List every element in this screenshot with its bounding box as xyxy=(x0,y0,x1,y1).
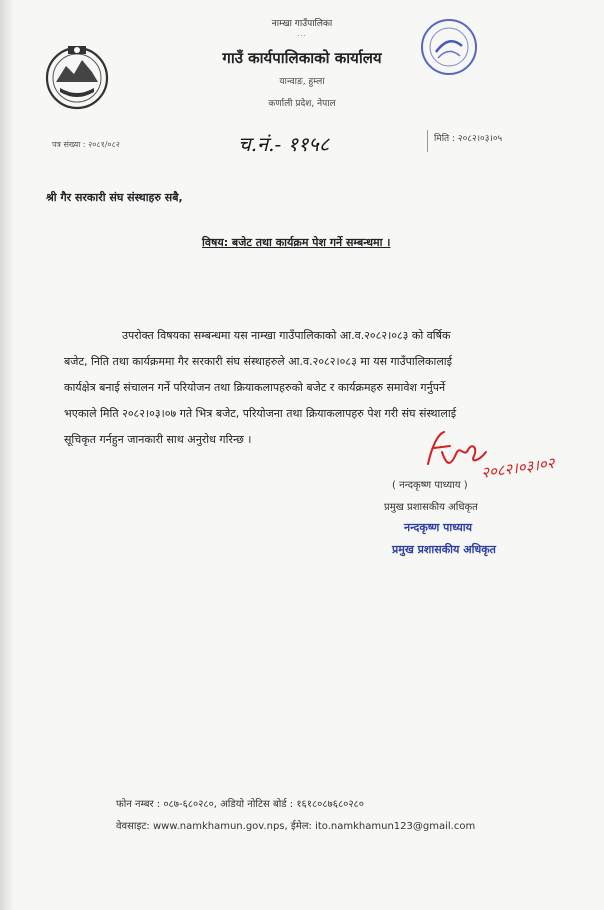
footer-web: वेवसाइट: www.namkhamun.gov.nps, ईमेल: ito.namkhamun123@gmail.com xyxy=(116,821,476,832)
body-line: भएकाले मिति २०८२।०३।०७ गते भित्र बजेट, परियोजना तथा क्रियाकलापहरु पेश गरी संघ संस्थालाई xyxy=(64,407,457,420)
address-line-2: कर्णाली प्रदेश, नेपाल xyxy=(268,99,336,109)
letter-date: मिति : २०८२।०३।०५ xyxy=(427,130,502,152)
header-tagline: ... xyxy=(297,30,307,38)
stamp-signatory-name: नन्दकृष्ण पाध्याय xyxy=(404,521,472,534)
body-line: बजेट, निति तथा कार्यक्रममा गैर सरकारी संघ संस्थाहरुले आ.व.२०८२।०८३ मा यस गाउँपालिकालाई xyxy=(64,355,453,368)
signatory-title: प्रमुख प्रशासकीय अधिकृत xyxy=(384,502,478,513)
page-fold-shadow xyxy=(0,0,14,910)
footer-contact: फोन नम्बर : ०८७-६८०२८०, अडियो नोटिस बोर्ड : १६१८०८७६८०२८० xyxy=(116,799,364,810)
dispatch-number: च.नं.- ११५८ xyxy=(238,132,330,156)
stamp-signatory-title: प्रमुख प्रशासकीय अधिकृत xyxy=(392,543,496,556)
handwritten-signature xyxy=(420,424,595,484)
addressee: श्री गैर सरकारी संघ संस्थाहरु सबै, xyxy=(46,191,183,204)
municipality-name: नाम्खा गाउँपालिका xyxy=(271,19,333,29)
handwritten-date: २०८२।०३।०२ xyxy=(480,453,556,482)
body-line: कार्यक्षेत्र बनाई संचालन गर्ने परियोजन तथा क्रियाकलापहरुको बजेट र कार्यक्रमहरु समावेश गर्नुपर्ने xyxy=(64,381,446,394)
body-line: सूचिकृत गर्नहुन जानकारी साथ अनुरोध गरिन्छ । xyxy=(64,433,252,446)
address-line-1: यान्वाङ, हुम्ला xyxy=(279,77,325,87)
office-title: गाउँ कार्यपालिकाको कार्यालय xyxy=(222,49,382,67)
reference-number: पत्र संख्या : २०८१/०८२ xyxy=(52,140,120,149)
signatory-name: ( नन्दकृष्ण पाध्याय ) xyxy=(392,480,468,491)
subject-line: विषय: बजेट तथा कार्यक्रम पेश गर्ने सम्बन्धमा । xyxy=(202,236,391,249)
body-line: उपरोक्त विषयका सम्बन्धमा यस नाम्खा गाउँपालिकाको आ.व.२०८२।०८३ को वर्षिक xyxy=(122,329,451,342)
